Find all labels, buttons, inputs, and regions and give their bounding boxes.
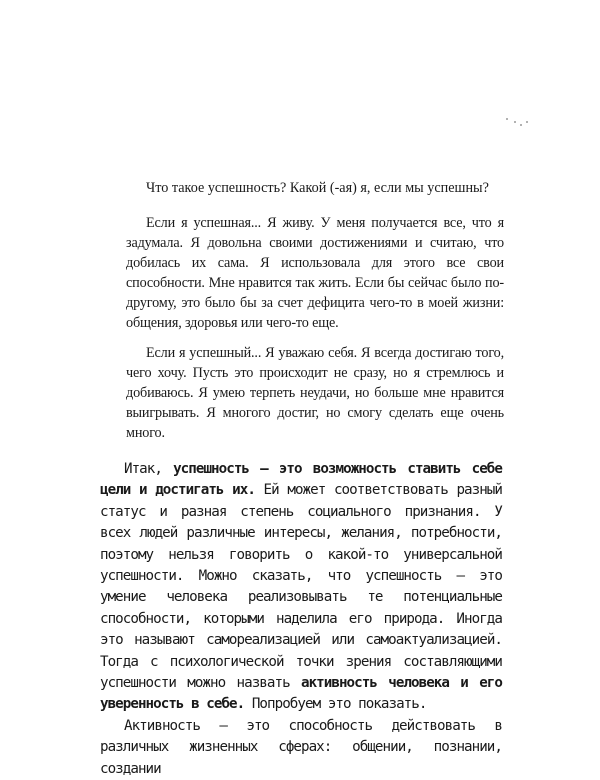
paragraph-activity: Активность — это способность действовать в различных жизненных сферах: общении, познании, создании xyxy=(100,717,502,777)
scan-speck xyxy=(506,118,508,120)
bold-definition: успешность — это возможность ставить себе цели и достигать их. xyxy=(100,461,502,499)
quote-answer-male: Если я успешный... Я уважаю себя. Я всегда достигаю того, чего хочу. Пусть это происходит не сразу, но я стремлюсь и добиваюсь. Я умею терпеть неудачи, но больше мне нравится выигрывать. Я многого достиг, но смогу сделать еще очень много. xyxy=(126,345,504,441)
scan-speck xyxy=(526,121,528,123)
paragraph-intro: Итак, xyxy=(124,461,174,477)
scan-speck xyxy=(520,124,522,126)
paragraph-end: Попробуем это показать. xyxy=(244,696,427,713)
bold-components: активность человека и его уверенность в себе. xyxy=(100,675,502,713)
main-text xyxy=(100,459,502,780)
quote-answer-female: Если я успешная... Я живу. У меня получается все, что я задумала. Я довольна своими достижениями и считаю, что добилась их сама. Я использовала для этого все свои способности. Мне нравится так жить. Если бы сейчас было по-другому, это было бы за счет дефицита чего-то в моей жизни: общения, здоровья или чего-то еще. xyxy=(126,215,504,331)
paragraph-body: Ей может соответствовать разный статус и разная степень социального признания. У всех людей различные интересы, желания, потребности, поэтому нельзя говорить о какой-то универсальной успешности. Можно сказать, что успешность — это умение человека реализовывать те потенциальные способности, которыми наделила его природа. Иногда это называют самореализацией или самоактуализацией. Тогда с психологической точки зрения составляющими успешности можно назвать xyxy=(100,482,502,692)
paragraph-success-definition xyxy=(100,459,502,716)
scan-speck xyxy=(514,121,516,123)
quote-question: Что такое успешность? Какой (-ая) я, если мы успешны? xyxy=(146,180,489,196)
